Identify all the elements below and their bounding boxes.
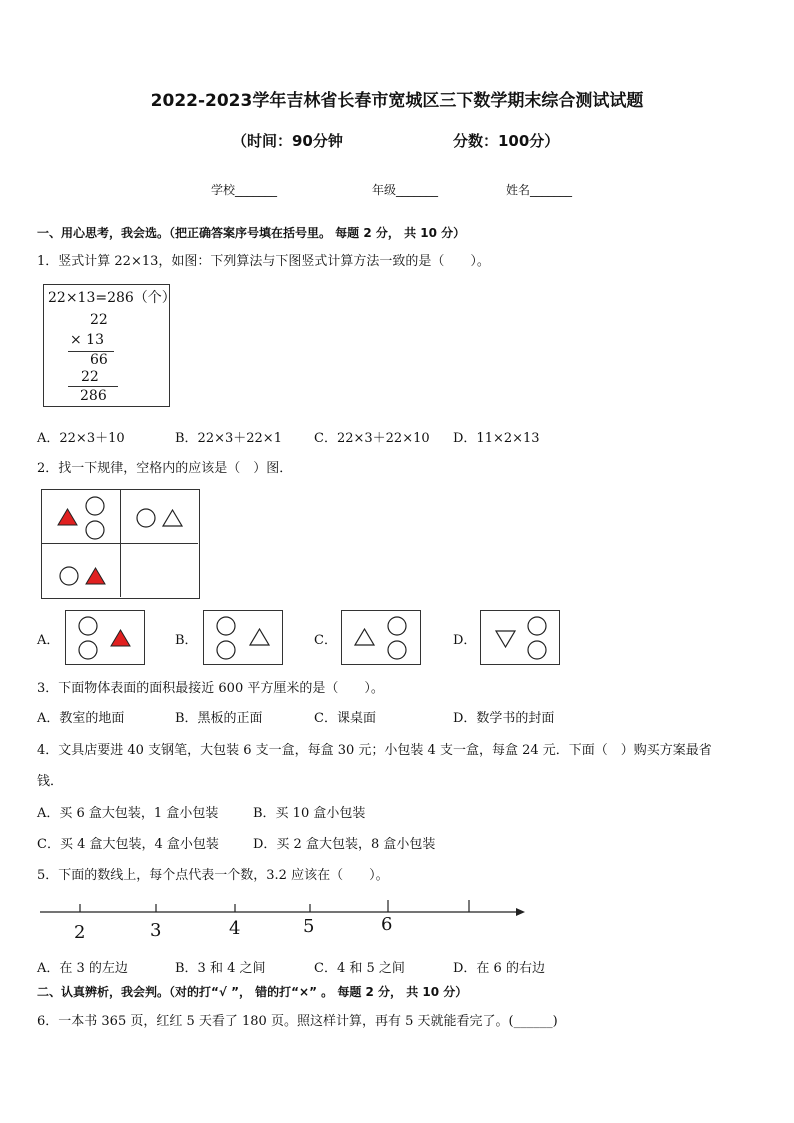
q3-option-c: C．课桌面 bbox=[314, 711, 376, 726]
question-4-text-line1: 4．文具店要进 40 支钢笔，大包装 6 支一盒，每盒 30 元；小包装 4 支一盒，每盒 24 元．下面（ ）购买方案最省 bbox=[37, 743, 712, 758]
q2-option-b-box bbox=[203, 610, 283, 665]
q2-option-c-box bbox=[341, 610, 421, 665]
multiplier: × 13 bbox=[70, 332, 104, 348]
q1-option-d: D．11×2×13 bbox=[453, 431, 540, 446]
multiplicand: 22 bbox=[90, 312, 108, 328]
red-triangle-icon bbox=[86, 568, 105, 584]
numberline-label: 6 bbox=[381, 914, 393, 935]
exam-time: （时间：90分钟 bbox=[232, 132, 343, 150]
red-triangle-icon bbox=[58, 509, 77, 525]
equation-line: 22×13=286（个） bbox=[48, 290, 176, 306]
q4-option-d: D．买 2 盒大包装，8 盒小包装 bbox=[253, 837, 436, 852]
circle-icon bbox=[60, 567, 78, 585]
exam-score: 分数：100分） bbox=[453, 132, 560, 150]
circle-icon bbox=[86, 521, 104, 539]
numberline-label: 4 bbox=[229, 918, 241, 939]
q5-option-c: C．4 和 5 之间 bbox=[314, 961, 405, 976]
q2-option-a-label: A． bbox=[37, 633, 60, 648]
q2-option-d-box bbox=[480, 610, 560, 665]
q1-option-b: B．22×3＋22×1 bbox=[175, 431, 282, 446]
triangle-icon bbox=[163, 510, 182, 526]
q1-option-a: A．22×3＋10 bbox=[37, 431, 125, 446]
numberline-label: 2 bbox=[74, 922, 86, 943]
q1-option-c: C．22×3＋22×10 bbox=[314, 431, 430, 446]
q3-option-a: A．教室的地面 bbox=[37, 711, 125, 726]
question-4-text-line2: 钱． bbox=[37, 774, 64, 789]
name-field: 姓名_______ bbox=[506, 183, 573, 197]
school-field: 学校_______ bbox=[211, 183, 278, 197]
q2-option-a-box bbox=[65, 610, 145, 665]
section-1-heading: 一、用心思考，我会选。（把正确答案序号填在括号里。 每题 2 分， 共 10 分） bbox=[37, 226, 466, 240]
partial-product-1: 66 bbox=[90, 352, 108, 368]
q5-option-a: A．在 3 的左边 bbox=[37, 961, 128, 976]
q4-option-b: B．买 10 盒小包装 bbox=[253, 806, 366, 821]
q4-option-c: C．买 4 盒大包装，4 盒小包装 bbox=[37, 837, 219, 852]
question-6-text: 6．一本书 365 页，红红 5 天看了 180 页。照这样计算，再有 5 天就能看完了。(______) bbox=[37, 1014, 558, 1029]
q4-option-a: A．买 6 盒大包装，1 盒小包装 bbox=[37, 806, 219, 821]
question-1-text: 1．竖式计算 22×13，如图：下列算法与下图竖式计算方法一致的是（ ）。 bbox=[37, 254, 490, 269]
partial-product-2: 22 bbox=[81, 369, 99, 385]
q2-option-b-label: B． bbox=[175, 633, 198, 648]
section-2-heading: 二、认真辨析，我会判。（对的打“√ ”， 错的打“×” 。 每题 2 分， 共 10 分） bbox=[37, 985, 468, 999]
final-product: 286 bbox=[80, 388, 107, 404]
circle-icon bbox=[137, 509, 155, 527]
question-5-text: 5．下面的数线上，每个点代表一个数，3.2 应该在（ ）。 bbox=[37, 868, 389, 883]
q3-option-b: B．黑板的正面 bbox=[175, 711, 263, 726]
numberline-label: 3 bbox=[150, 920, 162, 941]
q2-option-d-label: D． bbox=[453, 633, 477, 648]
question-2-text: 2．找一下规律，空格内的应该是（ ）图． bbox=[37, 461, 293, 476]
q2-option-c-label: C． bbox=[314, 633, 337, 648]
grade-field: 年级_______ bbox=[372, 183, 439, 197]
q3-option-d: D．数学书的封面 bbox=[453, 711, 555, 726]
page-title: 2022-2023学年吉林省长春市宽城区三下数学期末综合测试试题 bbox=[150, 91, 644, 111]
arrow-head-icon bbox=[516, 908, 525, 916]
q5-option-d: D．在 6 的右边 bbox=[453, 961, 545, 976]
numberline-label: 5 bbox=[303, 916, 315, 937]
question-3-text: 3．下面物体表面的面积最接近 600 平方厘米的是（ ）。 bbox=[37, 681, 384, 696]
q5-option-b: B．3 和 4 之间 bbox=[175, 961, 266, 976]
circle-icon bbox=[86, 497, 104, 515]
